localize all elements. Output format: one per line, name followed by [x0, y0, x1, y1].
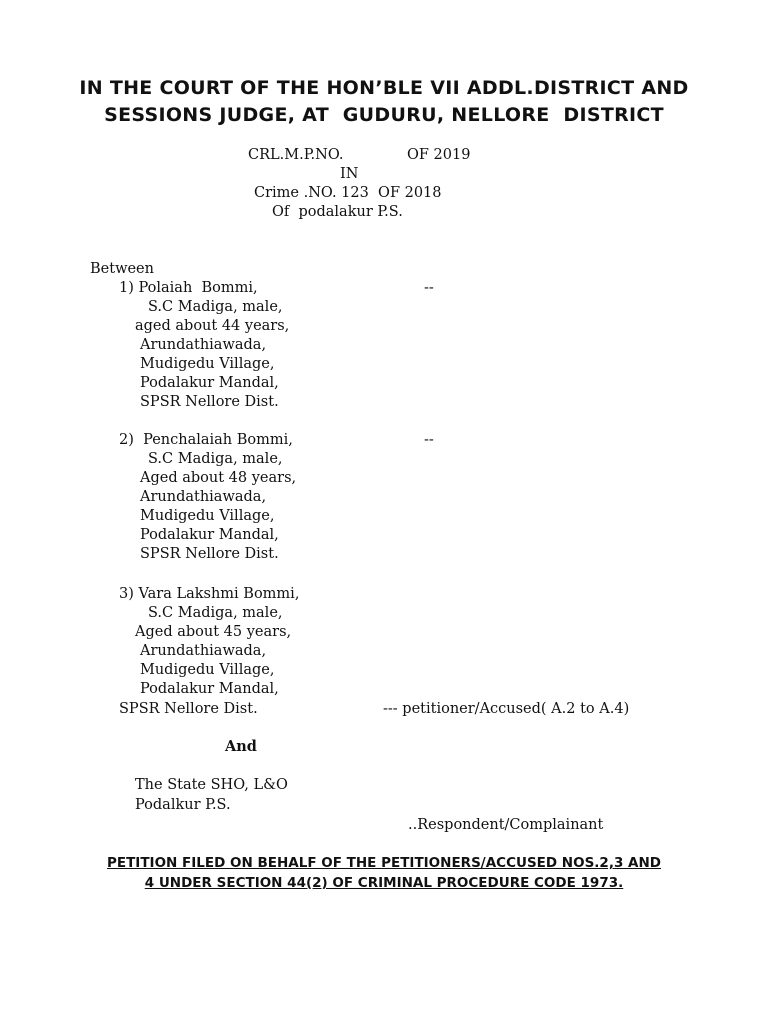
petition-title-line-2: 4 UNDER SECTION 44(2) OF CRIMINAL PROCEDURE CODE 1973. — [144, 875, 624, 891]
in-label: IN — [340, 166, 359, 182]
respondent-station: Podalkur P.S. — [135, 797, 231, 813]
petitioner-2-district: SPSR Nellore Dist. — [140, 546, 279, 562]
heading-line-2: SESSIONS JUDGE, AT GUDURU, NELLORE DISTRICT — [104, 104, 664, 126]
petitioner-1-age: aged about 44 years, — [135, 318, 290, 334]
police-station: Of podalakur P.S. — [272, 204, 403, 220]
petitioner-1-district: SPSR Nellore Dist. — [140, 394, 279, 410]
petitioner-3-district: SPSR Nellore Dist. — [119, 701, 258, 717]
petitioner-1-locality: Arundathiawada, — [140, 337, 267, 353]
crl-mp-year: OF 2019 — [407, 147, 471, 163]
petitioner-3-name: 3) Vara Lakshmi Bommi, — [119, 586, 300, 602]
petitioner-role: --- petitioner/Accused( A.2 to A.4) — [383, 701, 630, 717]
petitioner-3-mandal: Podalakur Mandal, — [140, 681, 279, 697]
petitioner-1-dash: -- — [424, 280, 434, 296]
crime-number: Crime .NO. 123 OF 2018 — [254, 185, 442, 201]
and-label: And — [225, 738, 257, 755]
crl-mp-no: CRL.M.P.NO. — [248, 147, 344, 163]
heading-line-1: IN THE COURT OF THE HON’BLE VII ADDL.DISTRICT AND — [79, 77, 689, 99]
petitioner-3-age: Aged about 45 years, — [135, 624, 292, 640]
petitioner-3-caste: S.C Madiga, male, — [148, 605, 283, 621]
petitioner-2-age: Aged about 48 years, — [140, 470, 297, 486]
petitioner-1-mandal: Podalakur Mandal, — [140, 375, 279, 391]
petitioner-1-village: Mudigedu Village, — [140, 356, 275, 372]
respondent-role: ..Respondent/Complainant — [408, 817, 604, 833]
petitioner-1-name: 1) Polaiah Bommi, — [119, 280, 258, 296]
petitioner-2-village: Mudigedu Village, — [140, 508, 275, 524]
between-label: Between — [90, 261, 154, 277]
petitioner-2-name: 2) Penchalaiah Bommi, — [119, 432, 293, 448]
petition-title-line-1: PETITION FILED ON BEHALF OF THE PETITIONERS/ACCUSED NOS.2,3 AND — [106, 855, 661, 871]
petitioner-2-mandal: Podalakur Mandal, — [140, 527, 279, 543]
respondent-name: The State SHO, L&O — [135, 777, 288, 793]
petitioner-3-village: Mudigedu Village, — [140, 662, 275, 678]
petitioner-3-locality: Arundathiawada, — [140, 643, 267, 659]
petitioner-2-caste: S.C Madiga, male, — [148, 451, 283, 467]
petitioner-2-dash: -- — [424, 432, 434, 448]
petitioner-1-caste: S.C Madiga, male, — [148, 299, 283, 315]
petitioner-2-locality: Arundathiawada, — [140, 489, 267, 505]
